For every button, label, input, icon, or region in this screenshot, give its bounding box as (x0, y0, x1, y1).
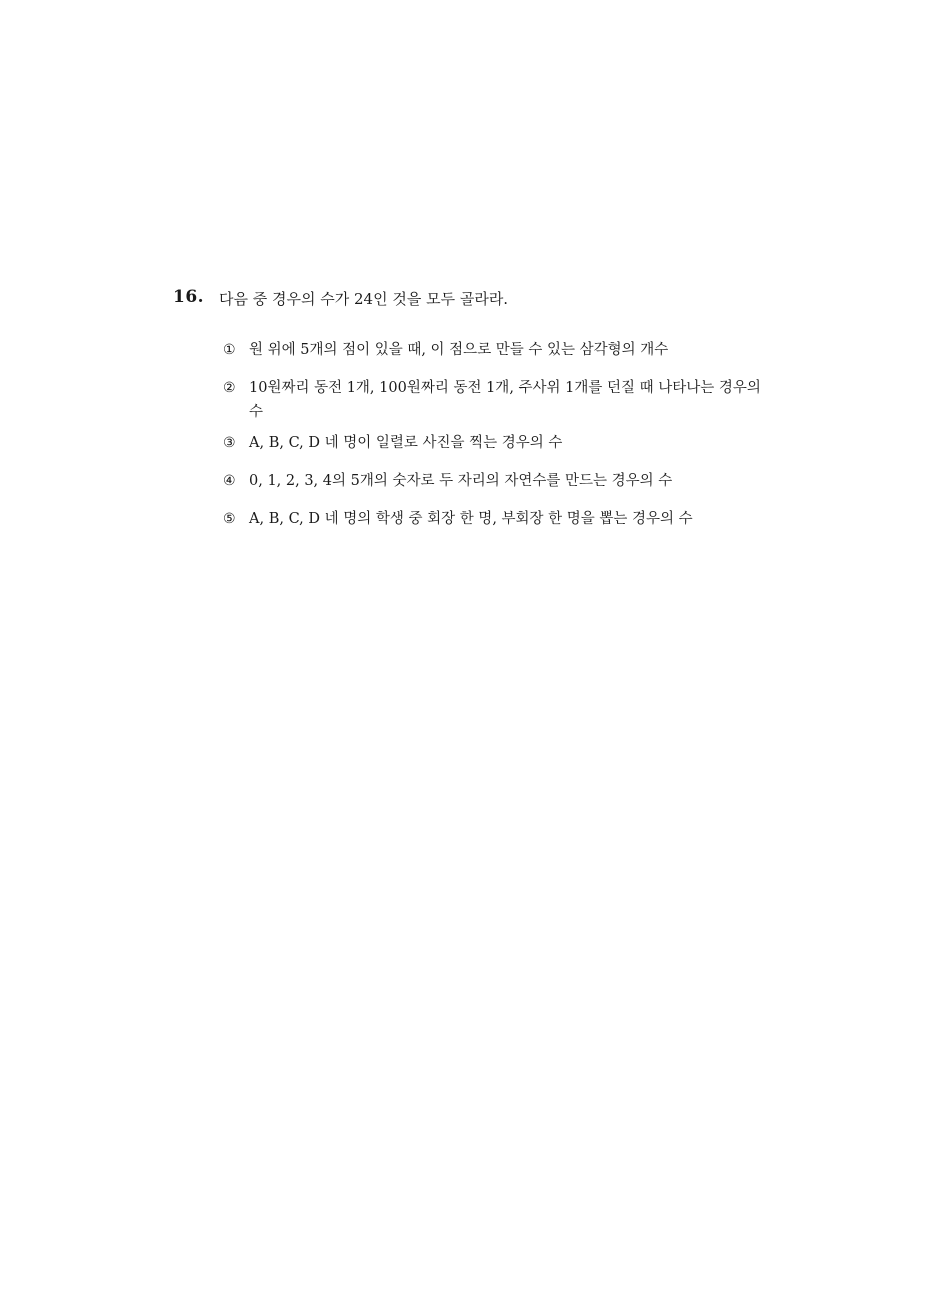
question-text: 다음 중 경우의 수가 24인 것을 모두 골라라. (219, 290, 509, 308)
choice-list (223, 338, 763, 531)
question-number: 16. (173, 287, 205, 307)
choice-5 (223, 507, 763, 531)
choice-4 (223, 469, 763, 493)
choice-3 (223, 431, 763, 455)
choice-marker-1: ① (223, 342, 236, 358)
choice-1 (223, 338, 763, 362)
choice-marker-3: ③ (223, 435, 236, 451)
choice-marker-4: ④ (223, 473, 236, 489)
choice-text-1: 원 위에 5개의 점이 있을 때, 이 점으로 만들 수 있는 삼각형의 개수 (249, 342, 669, 358)
choice-2 (223, 376, 763, 424)
choice-text-3: A, B, C, D 네 명이 일렬로 사진을 찍는 경우의 수 (249, 435, 563, 451)
choice-marker-5: ⑤ (223, 511, 236, 527)
choice-marker-2: ② (223, 380, 236, 396)
choice-text-2: 10원짜리 동전 1개, 100원짜리 동전 1개, 주사위 1개를 던질 때 나타나는 경우의 수 (249, 380, 761, 420)
choice-text-5: A, B, C, D 네 명의 학생 중 회장 한 명, 부회장 한 명을 뽑는 경우의 수 (249, 511, 693, 527)
choice-text-4: 0, 1, 2, 3, 4의 5개의 숫자로 두 자리의 자연수를 만드는 경우의 수 (249, 473, 673, 489)
